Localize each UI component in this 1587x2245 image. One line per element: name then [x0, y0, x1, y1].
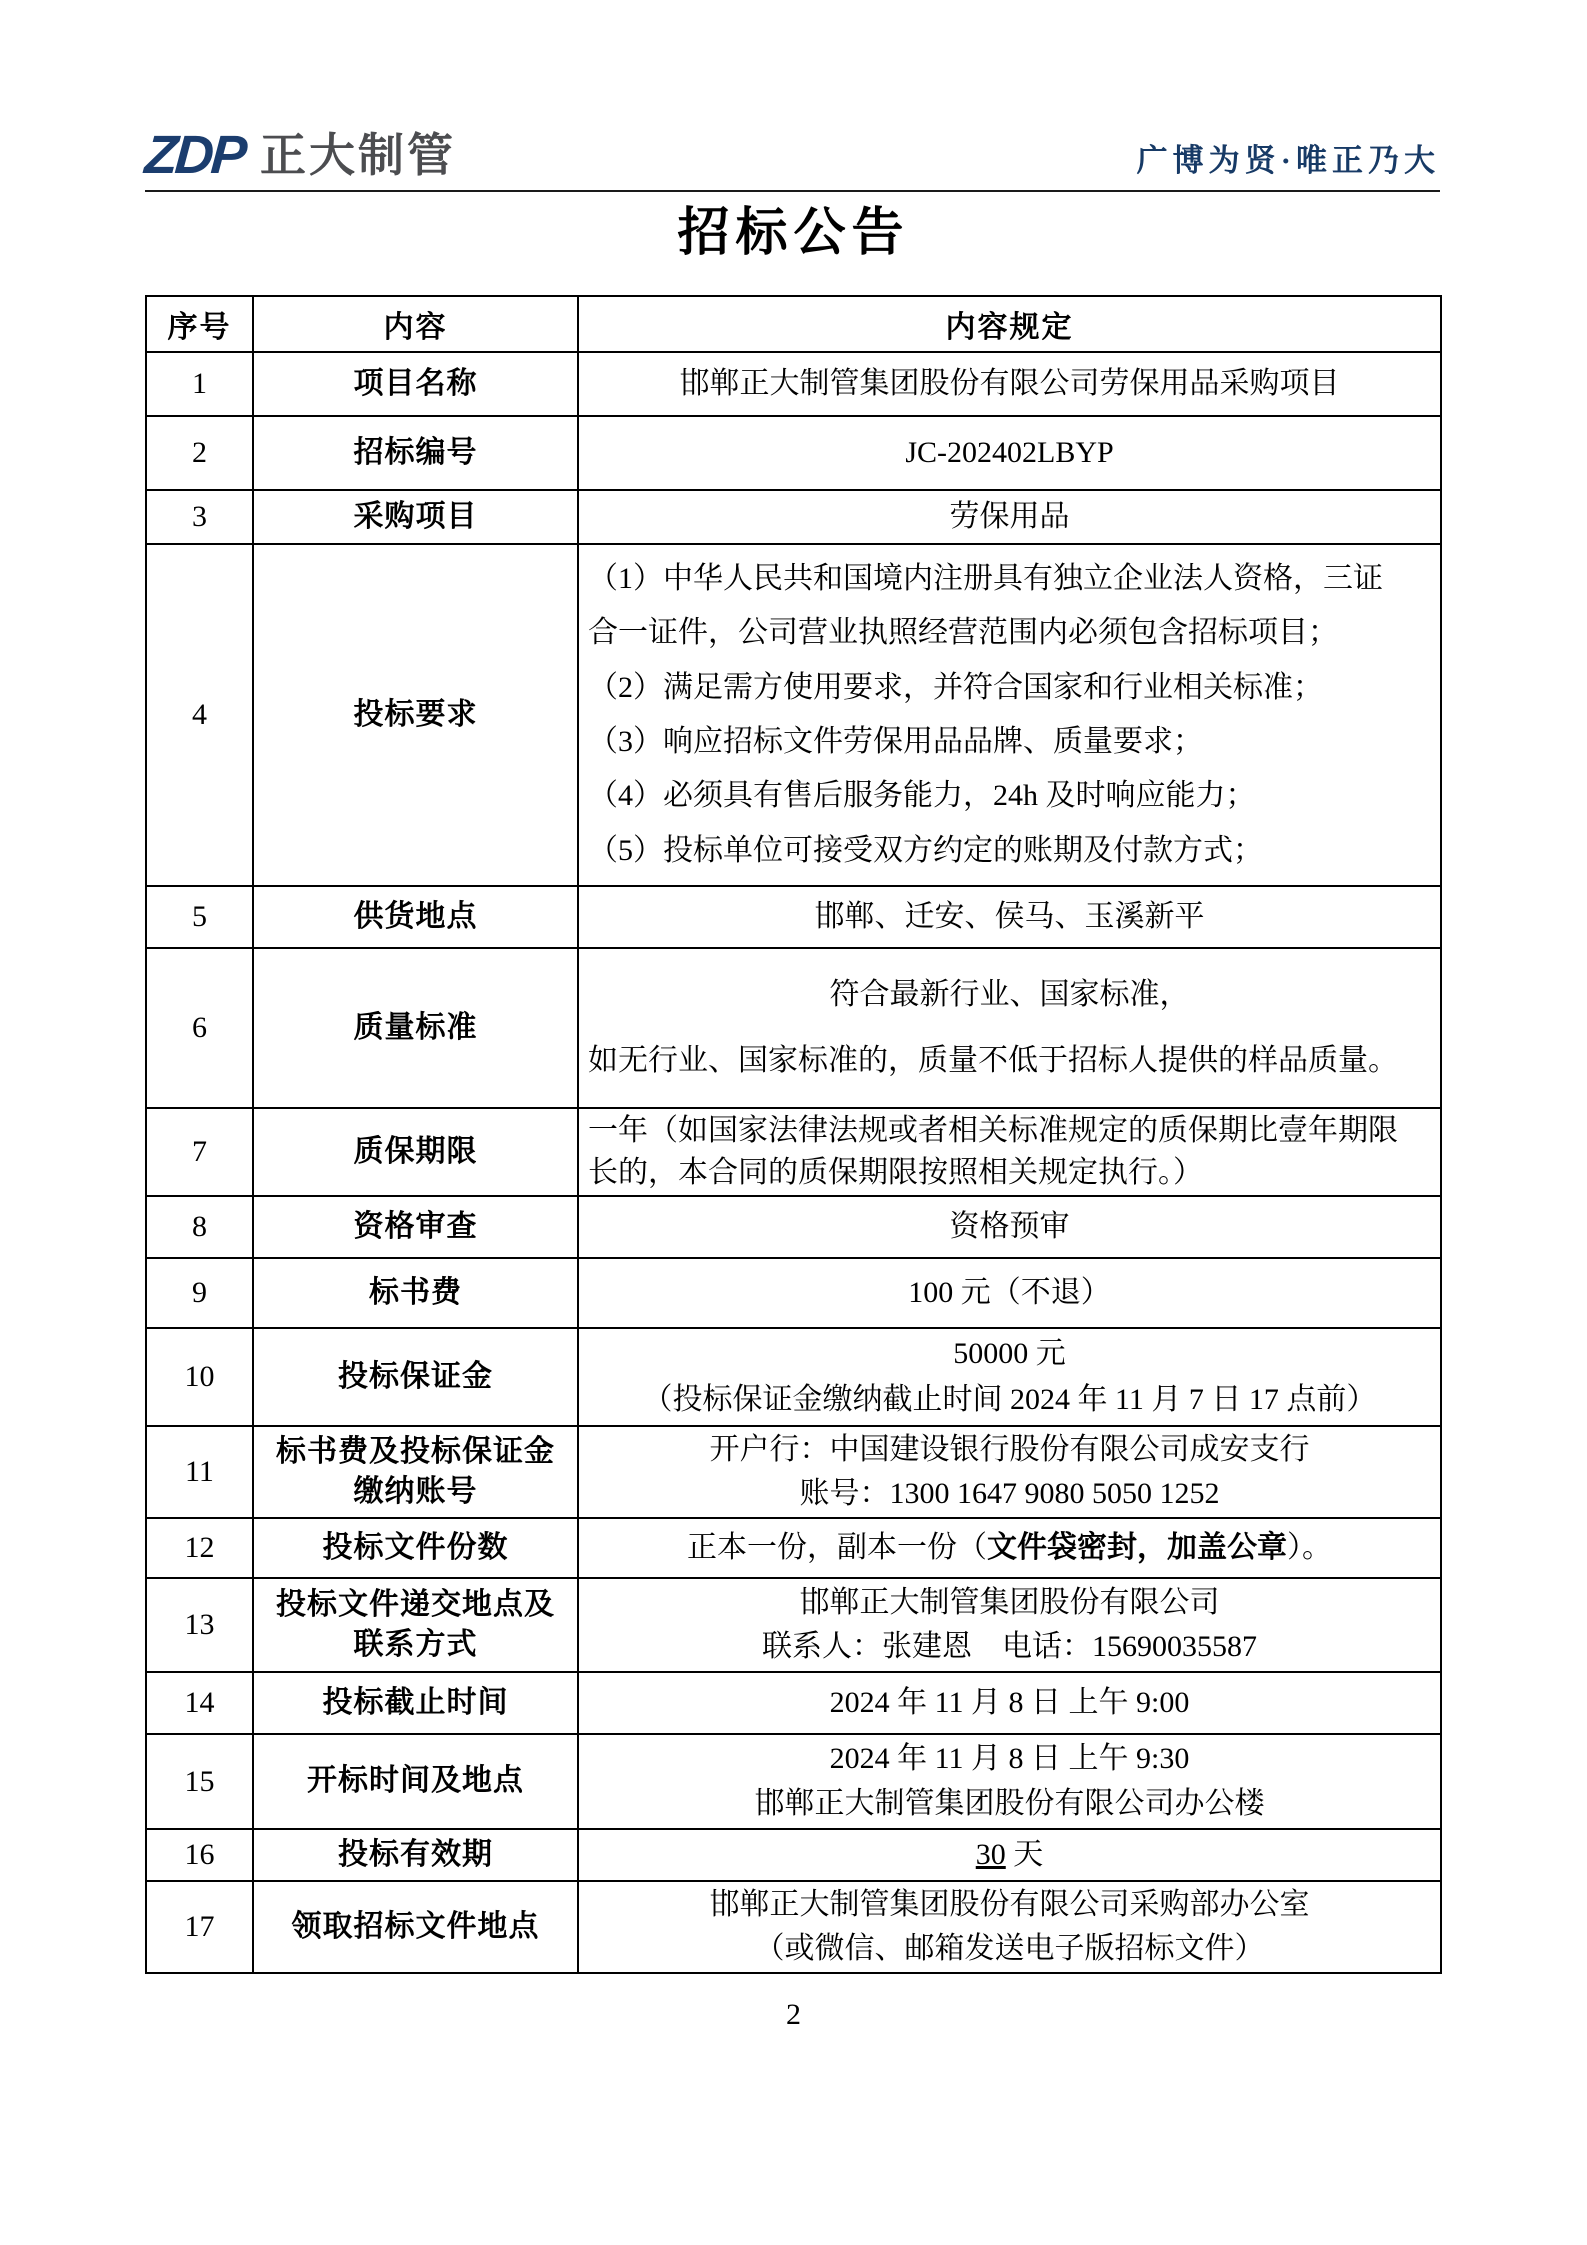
row-label — [253, 490, 578, 544]
row-number: 17 — [146, 1881, 253, 1973]
row-number: 16 — [146, 1829, 253, 1881]
row-label — [253, 1672, 578, 1734]
table-row — [146, 490, 1441, 544]
table-header — [146, 296, 1441, 352]
row-label-line: 投标要求 — [353, 697, 478, 731]
row-content — [578, 1672, 1441, 1734]
content-line: 正本一份，副本一份（文件袋密封，加盖公章）。 — [687, 1530, 1332, 1564]
row-label — [253, 544, 578, 886]
content-line: （2）满足需方使用要求，并符合国家和行业相关标准； — [588, 670, 1323, 704]
row-label-line: 领取招标文件地点 — [291, 1909, 540, 1943]
row-label-line: 缴纳账号 — [353, 1475, 478, 1508]
row-content — [578, 1578, 1441, 1672]
row-label-line: 标书费及投标保证金 — [276, 1434, 555, 1468]
column-header-no: 序号 — [146, 296, 253, 352]
row-number: 13 — [146, 1578, 253, 1672]
content-line: 账号：1300 1647 9080 5050 1252 — [799, 1476, 1220, 1510]
row-label-line: 标书费 — [369, 1275, 462, 1309]
content-line: （5）投标单位可接受双方约定的账期及付款方式； — [588, 833, 1263, 867]
table-row — [146, 886, 1441, 948]
content-line: 50000 元 — [953, 1337, 1066, 1370]
content-line: 2024 年 11 月 8 日 上午 9:00 — [829, 1685, 1190, 1719]
row-label-line: 投标截止时间 — [322, 1685, 509, 1719]
column-header-item: 内容 — [253, 296, 578, 352]
row-label — [253, 352, 578, 416]
row-content — [578, 1426, 1441, 1518]
row-label-line: 联系方式 — [353, 1628, 478, 1661]
table-row — [146, 1328, 1441, 1426]
row-content — [578, 886, 1441, 948]
row-number: 7 — [146, 1108, 253, 1196]
row-number: 5 — [146, 886, 253, 948]
row-content — [578, 1328, 1441, 1426]
row-content — [578, 1734, 1441, 1829]
row-label — [253, 1734, 578, 1829]
row-label-line: 投标文件递交地点及 — [276, 1587, 555, 1621]
column-header-spec: 内容规定 — [578, 296, 1441, 352]
table-row — [146, 1881, 1441, 1973]
content-line: （4）必须具有售后服务能力，24h 及时响应能力； — [588, 779, 1256, 813]
content-line: （投标保证金缴纳截止时间 2024 年 11 月 7 日 17 点前） — [642, 1382, 1377, 1416]
content-line: JC-202402LBYP — [905, 435, 1114, 469]
row-content — [578, 1108, 1441, 1196]
row-content — [578, 544, 1441, 886]
content-line: （1）中华人民共和国境内注册具有独立企业法人资格，三证 — [588, 561, 1383, 595]
table-row — [146, 1108, 1441, 1196]
table-row — [146, 1829, 1441, 1881]
content-line: 开户行：中国建设银行股份有限公司成安支行 — [709, 1433, 1310, 1466]
content-line: 符合最新行业、国家标准， — [829, 977, 1190, 1011]
row-label — [253, 1881, 578, 1973]
row-label-line: 采购项目 — [353, 499, 478, 533]
content-line: 联系人：张建恩 电话：15690035587 — [762, 1629, 1257, 1663]
table-row — [146, 1734, 1441, 1829]
table-row — [146, 1196, 1441, 1258]
content-line: 邯郸正大制管集团股份有限公司 — [799, 1585, 1220, 1619]
logo-zdp-mark: ZDP — [142, 125, 247, 185]
page-title: 招标公告 — [677, 205, 910, 262]
row-label — [253, 1108, 578, 1196]
content-line: 2024 年 11 月 8 日 上午 9:30 — [829, 1742, 1190, 1775]
row-label-line: 项目名称 — [353, 366, 478, 400]
row-label-line: 资格审查 — [353, 1209, 478, 1243]
table-row — [146, 1426, 1441, 1518]
page-number: 2 — [786, 1998, 801, 2031]
table-row — [146, 416, 1441, 490]
row-label-line: 招标编号 — [353, 435, 478, 469]
row-number: 8 — [146, 1196, 253, 1258]
tender-announcement-table — [145, 295, 1442, 1974]
row-label-line: 供货地点 — [353, 899, 478, 933]
row-number: 4 — [146, 544, 253, 886]
row-content — [578, 1196, 1441, 1258]
row-content — [578, 1258, 1441, 1328]
row-label — [253, 1328, 578, 1426]
row-number: 2 — [146, 416, 253, 490]
table-row — [146, 1578, 1441, 1672]
row-number: 9 — [146, 1258, 253, 1328]
table-row — [146, 352, 1441, 416]
content-line: 合一证件，公司营业执照经营范围内必须包含招标项目； — [588, 616, 1338, 650]
company-slogan: 广博为贤·唯正乃大 — [1136, 143, 1440, 178]
row-content — [578, 1518, 1441, 1578]
table-row — [146, 1258, 1441, 1328]
content-line: 劳保用品 — [949, 499, 1070, 533]
row-number: 6 — [146, 948, 253, 1108]
content-line: 100 元（不退） — [908, 1275, 1111, 1309]
row-content — [578, 352, 1441, 416]
content-line: （或微信、邮箱发送电子版招标文件） — [754, 1931, 1265, 1965]
row-label — [253, 416, 578, 490]
table-header-row — [146, 296, 1441, 352]
row-label-line: 质量标准 — [353, 1010, 478, 1044]
row-content — [578, 1881, 1441, 1973]
row-number: 12 — [146, 1518, 253, 1578]
content-line: 一年（如国家法律法规或者相关标准规定的质保期比壹年期限 — [588, 1113, 1398, 1147]
row-content — [578, 948, 1441, 1108]
row-label-line: 开标时间及地点 — [307, 1764, 524, 1798]
logo-company-name: 正大制管 — [260, 129, 456, 181]
row-label — [253, 1578, 578, 1672]
row-label-line: 投标有效期 — [338, 1837, 493, 1871]
content-line: 30 天 — [975, 1837, 1044, 1871]
row-label — [253, 1518, 578, 1578]
row-label — [253, 1426, 578, 1518]
content-line: 邯郸正大制管集团股份有限公司采购部办公室 — [709, 1888, 1310, 1921]
row-number: 11 — [146, 1426, 253, 1518]
content-line: 邯郸、迁安、侯马、玉溪新平 — [814, 899, 1205, 933]
table-row — [146, 1672, 1441, 1734]
table-body — [146, 352, 1441, 1973]
row-label-line: 投标文件份数 — [322, 1530, 509, 1564]
row-content — [578, 1829, 1441, 1881]
row-label — [253, 1829, 578, 1881]
content-line: 资格预审 — [949, 1209, 1070, 1243]
row-label — [253, 1258, 578, 1328]
row-label-line: 质保期限 — [353, 1134, 478, 1168]
row-label — [253, 886, 578, 948]
page-header — [142, 112, 1440, 192]
content-line: 邯郸正大制管集团股份有限公司办公楼 — [754, 1786, 1265, 1820]
row-content — [578, 490, 1441, 544]
row-number: 14 — [146, 1672, 253, 1734]
row-number: 1 — [146, 352, 253, 416]
row-label — [253, 948, 578, 1108]
content-line: 长的，本合同的质保期限按照相关规定执行。） — [588, 1155, 1203, 1189]
table-row — [146, 544, 1441, 886]
row-number: 15 — [146, 1734, 253, 1829]
table-row — [146, 948, 1441, 1108]
row-number: 3 — [146, 490, 253, 544]
content-line: （3）响应招标文件劳保用品品牌、质量要求； — [588, 724, 1203, 758]
row-label-line: 投标保证金 — [338, 1359, 493, 1393]
content-line: 邯郸正大制管集团股份有限公司劳保用品采购项目 — [679, 366, 1340, 400]
company-logo — [142, 125, 456, 185]
row-content — [578, 416, 1441, 490]
row-label — [253, 1196, 578, 1258]
content-line: 如无行业、国家标准的，质量不低于招标人提供的样品质量。 — [588, 1043, 1398, 1077]
row-number: 10 — [146, 1328, 253, 1426]
table-row — [146, 1518, 1441, 1578]
